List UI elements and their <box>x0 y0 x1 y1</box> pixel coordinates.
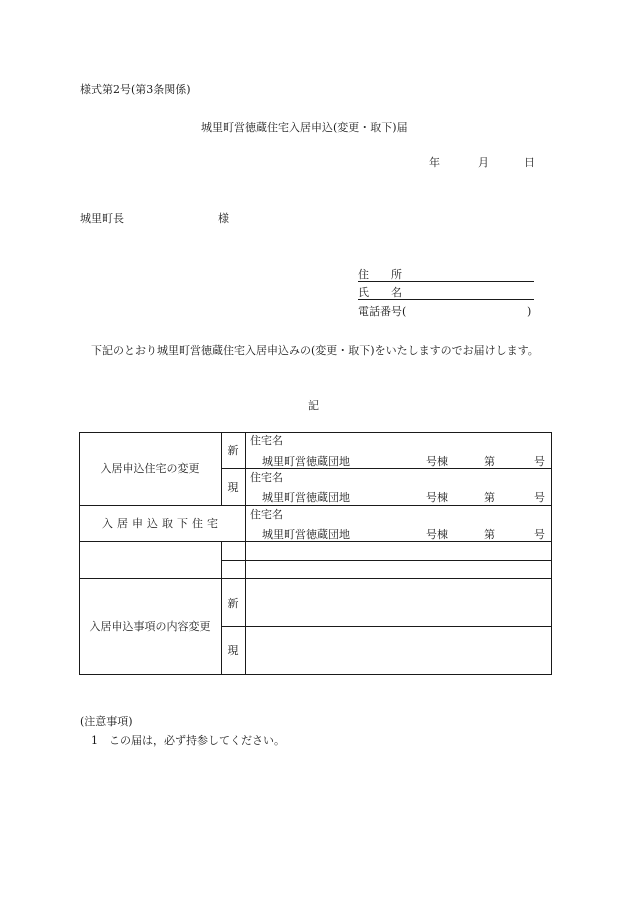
table-line <box>245 505 246 541</box>
number-suffix: 号 <box>534 491 545 504</box>
table-line <box>79 432 552 433</box>
number-prefix: 第 <box>484 455 495 468</box>
table-line <box>551 432 552 674</box>
phone-close: ) <box>527 305 532 318</box>
table-line <box>79 505 552 506</box>
address-label: 住 所 <box>358 268 402 281</box>
row-label-withdrawal: 入居申込取下住宅 <box>102 517 222 530</box>
housing-complex: 城里町営徳蔵団地 <box>262 528 350 541</box>
table-line <box>79 578 552 579</box>
number-prefix: 第 <box>484 491 495 504</box>
date-month: 月 <box>478 156 489 169</box>
housing-complex: 城里町営徳蔵団地 <box>262 455 350 468</box>
row-label-housing-change: 入居申込住宅の変更 <box>100 462 200 475</box>
date-year: 年 <box>429 156 440 169</box>
table-line <box>79 674 552 675</box>
housing-name-label: 住宅名 <box>250 471 283 484</box>
current-mark: 現 <box>227 481 239 494</box>
building-unit: 号棟 <box>426 491 448 504</box>
building-unit: 号棟 <box>426 455 448 468</box>
table-line <box>221 560 552 561</box>
table-line <box>221 626 552 627</box>
housing-complex: 城里町営徳蔵団地 <box>262 491 350 504</box>
name-label: 氏 名 <box>358 286 402 299</box>
number-suffix: 号 <box>534 455 545 468</box>
row-label-details-change: 入居申込事項の内容変更 <box>89 620 211 633</box>
note-text: この届は，必ず持参してください。 <box>109 734 285 747</box>
body-text: 下記のとおり城里町営徳蔵住宅入居申込みの(変更・取下)をいたしますのでお届けします。 <box>91 344 539 357</box>
addressee-name: 城里町長 <box>80 212 124 225</box>
table-line <box>245 541 246 674</box>
new-mark: 新 <box>227 597 239 610</box>
housing-name-label: 住宅名 <box>250 508 283 521</box>
date-day: 日 <box>524 156 535 169</box>
building-unit: 号棟 <box>426 528 448 541</box>
notes-heading: (注意事項) <box>80 715 133 728</box>
housing-name-label: 住宅名 <box>250 434 283 447</box>
table-line <box>245 432 246 505</box>
current-mark: 現 <box>227 644 239 657</box>
document-title: 城里町営徳蔵住宅入居申込(変更・取下)届 <box>201 121 408 134</box>
new-mark: 新 <box>227 444 239 457</box>
phone-label: 電話番号( <box>358 305 407 318</box>
addressee-honorific: 様 <box>218 212 229 225</box>
number-prefix: 第 <box>484 528 495 541</box>
number-suffix: 号 <box>534 528 545 541</box>
ki-marker: 記 <box>308 399 319 412</box>
note-number: 1 <box>91 734 98 747</box>
form-number: 様式第2号(第3条関係) <box>80 83 191 96</box>
